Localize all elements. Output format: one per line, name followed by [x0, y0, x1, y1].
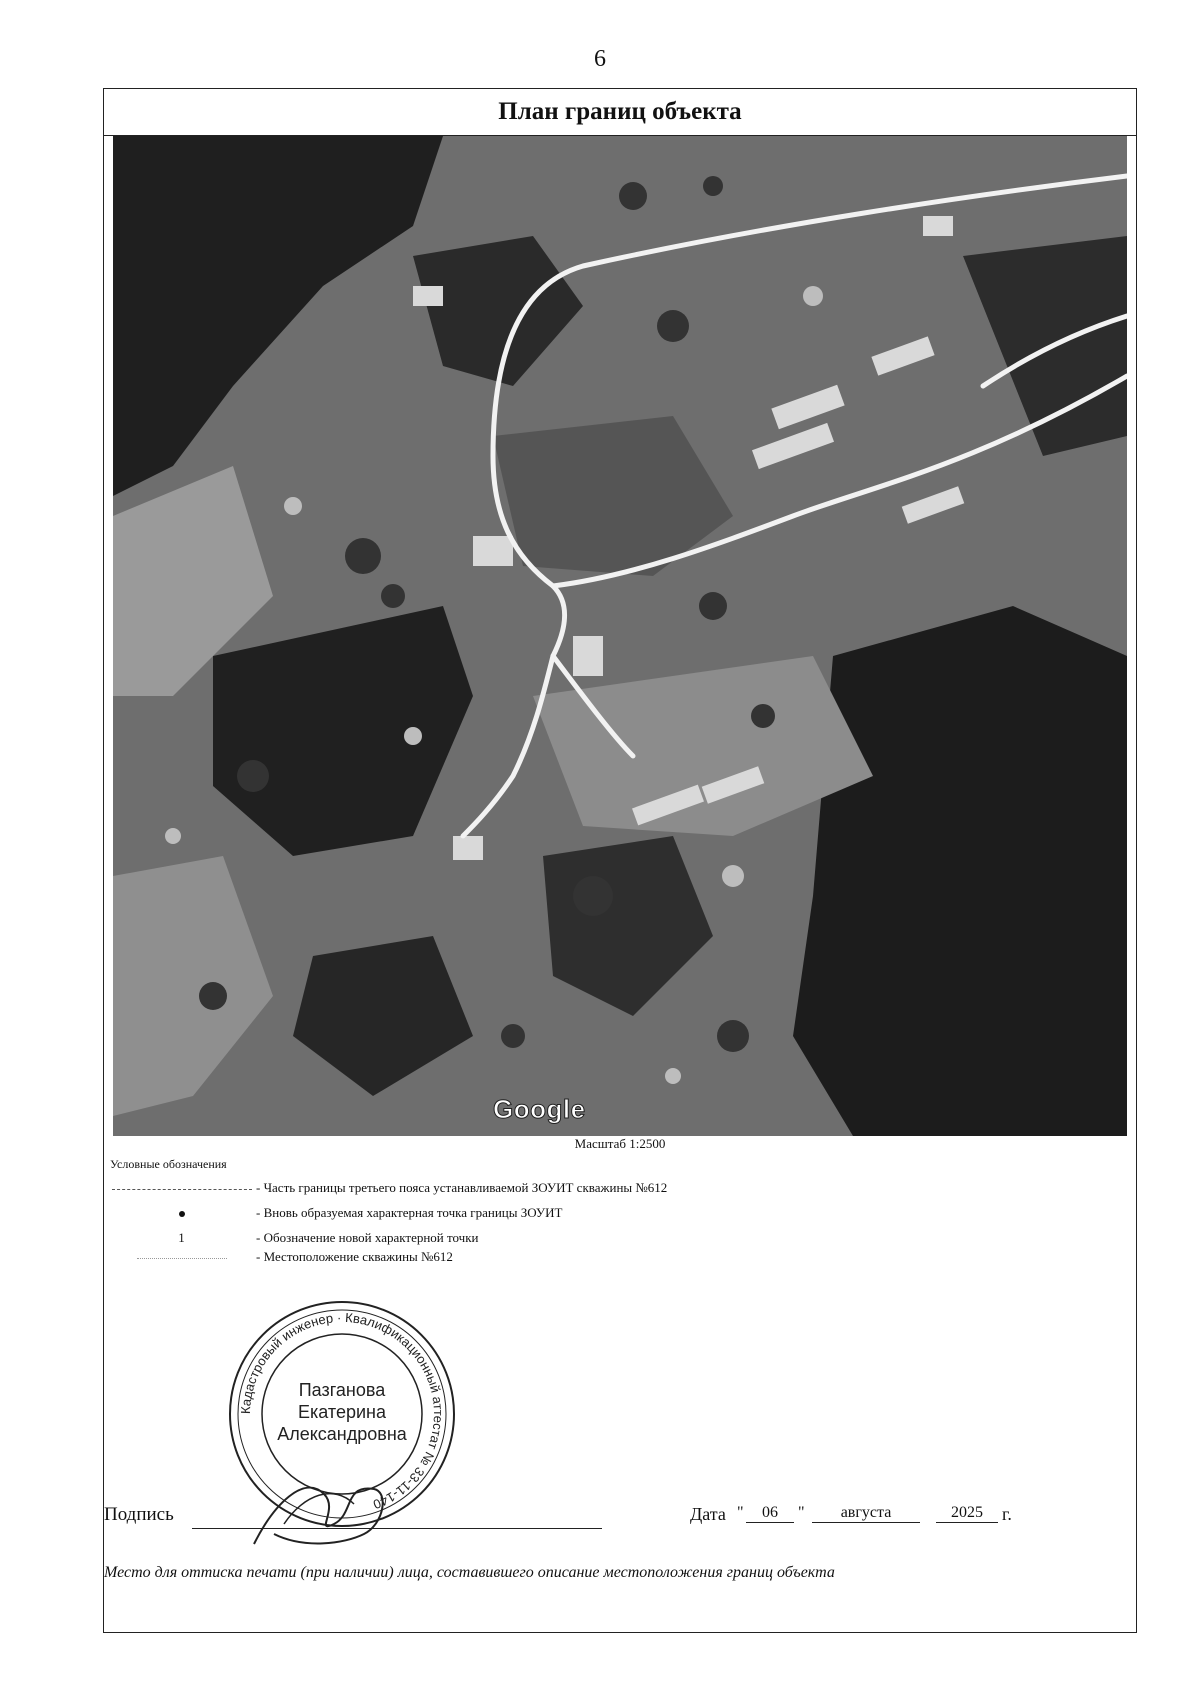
handwritten-signature — [244, 1464, 404, 1554]
point-number-symbol: 1 — [178, 1230, 185, 1245]
quote-open: " — [737, 1504, 744, 1521]
dot-symbol — [104, 1205, 259, 1221]
date-year: 2025 — [936, 1504, 998, 1523]
map-scale: Масштаб 1:2500 — [574, 1136, 666, 1151]
satellite-map — [113, 136, 1127, 1136]
page-title: План границ объекта — [104, 89, 1136, 136]
google-attribution: Google — [493, 1094, 586, 1124]
legend-item-text: - Часть границы третьего пояса устанавливаемой ЗОУИТ скважины №612 — [256, 1180, 668, 1195]
document-frame — [103, 88, 1137, 1633]
legend-item-text: - Обозначение новой характерной точки — [256, 1230, 479, 1245]
legend-item-text: - Местоположение скважины №612 — [256, 1249, 453, 1264]
page-number: 6 — [594, 46, 606, 72]
signature-label: Подпись — [104, 1504, 174, 1525]
well-location-symbol — [104, 1249, 259, 1265]
quote-close: " — [798, 1504, 805, 1521]
legend-title: Условные обозначения — [110, 1157, 227, 1171]
date-month: августа — [812, 1504, 920, 1523]
stamp-name-line: Александровна — [277, 1424, 407, 1444]
stamp-ring-text: Кадастровый инженер · Квалификационный аттестат № 33-11-140 — [237, 1309, 447, 1513]
stamp-name-line: Пазганова — [298, 1380, 386, 1400]
signature-row — [104, 1494, 1136, 1534]
stamp-name-line: Екатерина — [298, 1402, 386, 1422]
date-day: 06 — [746, 1504, 794, 1523]
satellite-image — [113, 136, 1127, 1136]
legend-item-text: - Вновь образуемая характерная точка границы ЗОУИТ — [256, 1205, 563, 1220]
date-label: Дата — [690, 1504, 726, 1524]
year-suffix: г. — [1002, 1504, 1012, 1524]
footer-note: Место для оттиска печати (при наличии) лица, составившего описание местоположения границ объекта — [104, 1564, 835, 1581]
dashed-line-symbol — [104, 1180, 259, 1196]
